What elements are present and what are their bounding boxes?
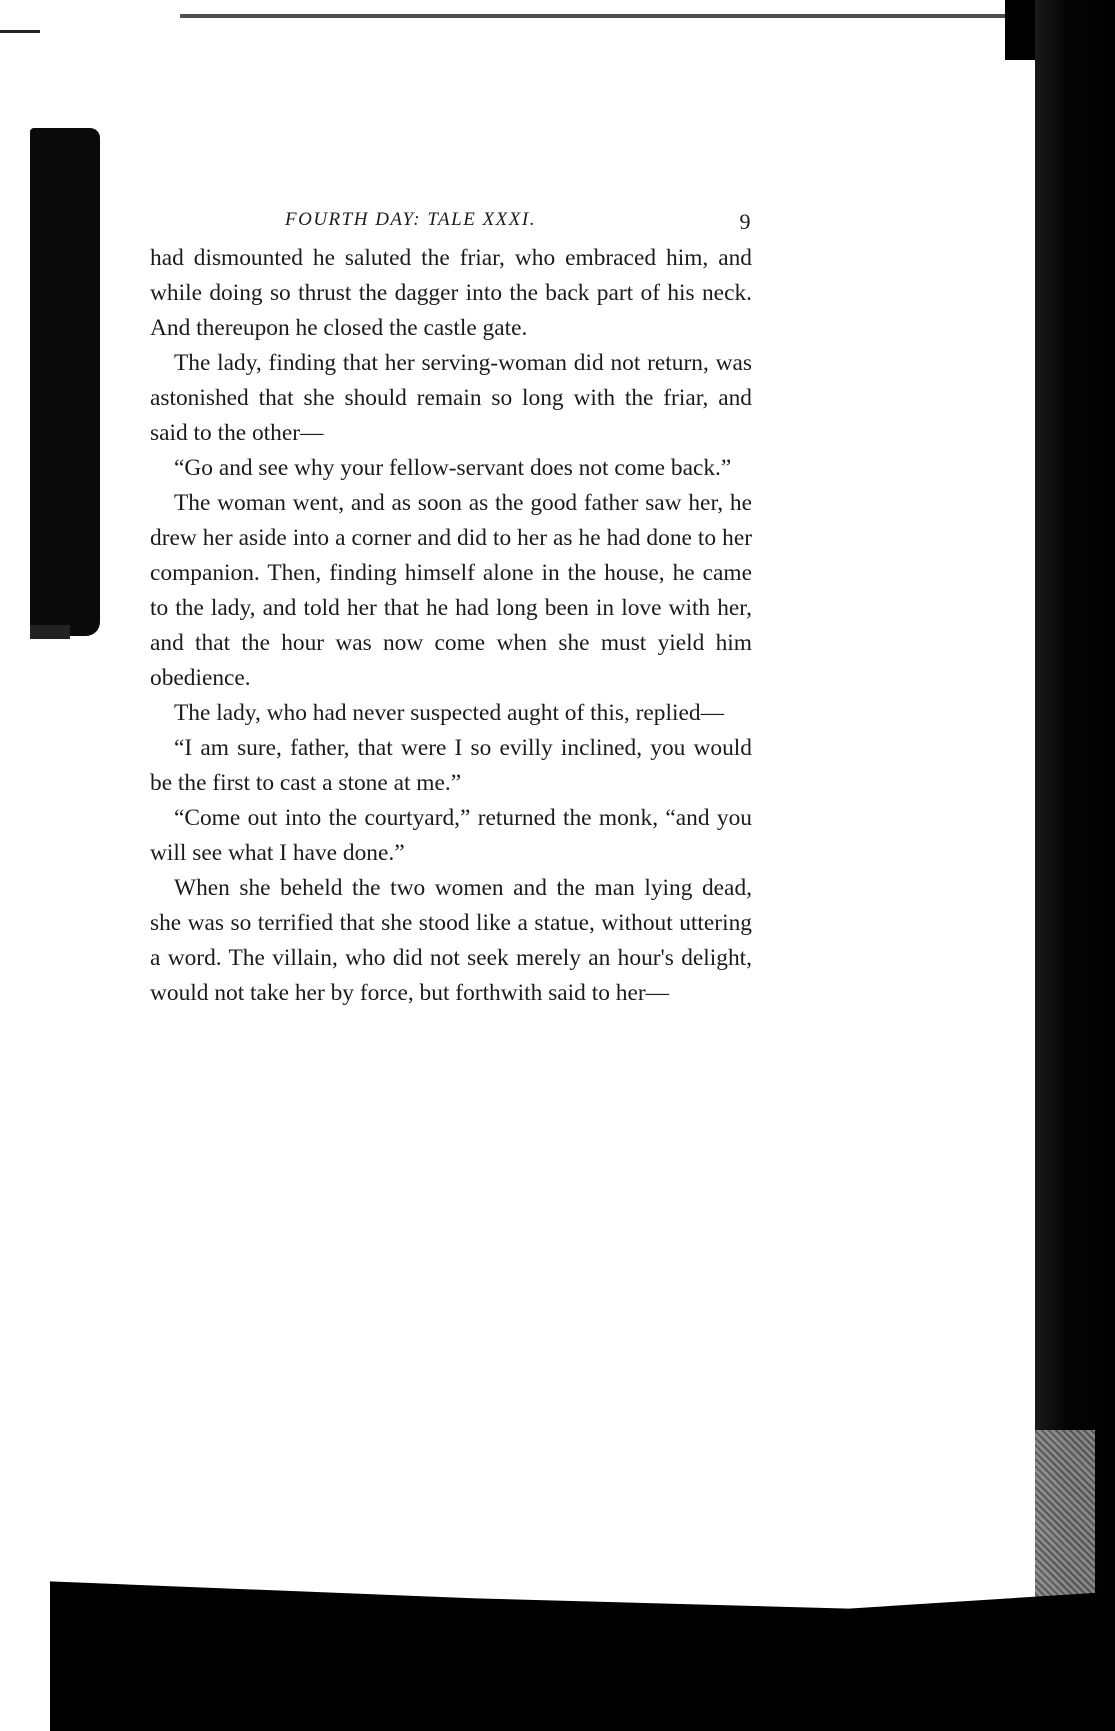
running-head-title: FOURTH DAY: TALE XXXI. (285, 209, 536, 230)
paragraph: When she beheld the two women and the man lying dead, she was so terrified that she stood like a statue, without uttering a word. The villain, who did not seek merely an hour's delight, would not take her by force, but forthwith said to her— (150, 875, 752, 1006)
scan-edge-left-tick (30, 625, 70, 639)
paragraph: The lady, who had never suspected aught of this, replied— (174, 700, 724, 726)
scan-edge-top (180, 14, 1040, 18)
book-page (150, 205, 752, 1011)
paragraph: “Go and see why your fellow-servant does not come back.” (174, 455, 732, 481)
scan-edge-right-notch (1005, 0, 1035, 60)
paragraph: had dismounted he saluted the friar, who embraced him, and while doing so thrust the dagger into the back part of his neck. And thereupon he closed the castle gate. (150, 245, 752, 341)
paragraph: “I am sure, father, that were I so evilly inclined, you would be the first to cast a stone at me.” (150, 735, 752, 796)
scan-edge-bottom (50, 1561, 1115, 1731)
page-number: 9 (739, 209, 752, 234)
paragraph: “Come out into the courtyard,” returned the monk, “and you will see what I have done.” (150, 805, 752, 866)
scan-edge-top-left (0, 30, 40, 33)
paragraph: The lady, finding that her serving-woman did not return, was astonished that she should remain so long with the friar, and said to the other— (150, 350, 752, 446)
paragraph: The woman went, and as soon as the good father saw her, he drew her aside into a corner and did to her as he had done to her companion. Then, finding himself alone in the house, he came to the lady, and told her that he had long been in love with her, and that the hour was now come when she must yield him obedience. (150, 490, 752, 691)
running-head (150, 205, 752, 241)
scan-edge-left (30, 128, 100, 636)
